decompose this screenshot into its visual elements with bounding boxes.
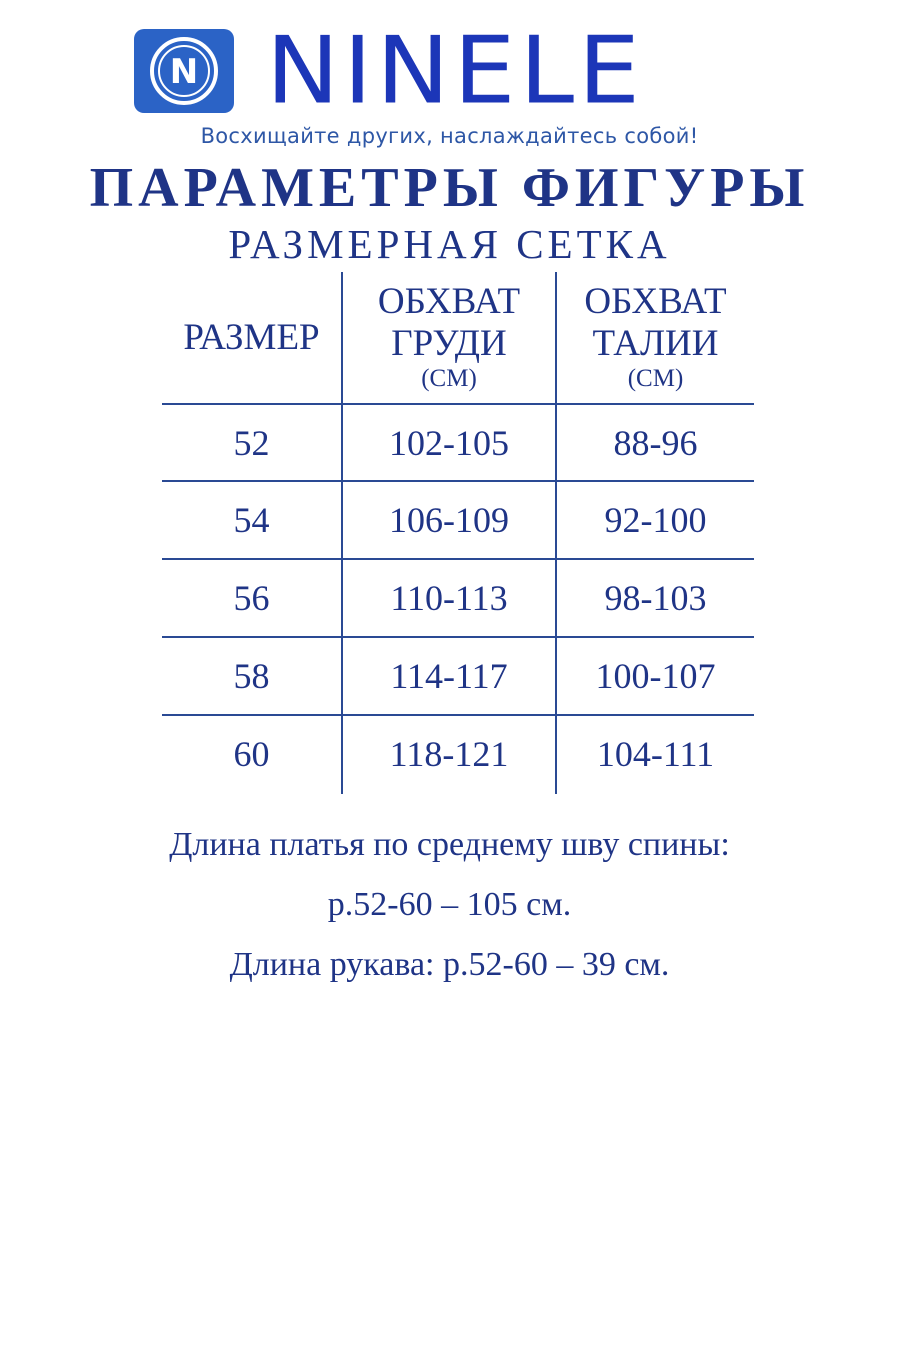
row-1-waist: 88-96 bbox=[613, 422, 698, 463]
brand-logo bbox=[134, 16, 644, 126]
size-table bbox=[162, 272, 754, 794]
row-3-bust: 110-113 bbox=[390, 578, 508, 618]
header-bust-line2: ГРУДИ bbox=[391, 322, 507, 364]
badge-letter: N bbox=[169, 52, 199, 92]
row-5-waist: 104-111 bbox=[596, 734, 715, 774]
header-waist-line2: ТАЛИИ bbox=[592, 322, 719, 364]
page-title: ПАРАМЕТРЫ ФИГУРЫ bbox=[89, 157, 810, 219]
header-size bbox=[162, 272, 341, 403]
row-3-waist: 98-103 bbox=[604, 578, 707, 618]
row-2-size: 54 bbox=[233, 500, 270, 540]
row-1-size: 52 bbox=[233, 422, 270, 463]
page-subtitle: РАЗМЕРНАЯ СЕТКА bbox=[228, 221, 671, 267]
header-bust-line1: ОБХВАТ bbox=[377, 281, 521, 323]
header-bust-unit: (СМ) bbox=[421, 364, 477, 392]
header-waist-unit: (СМ) bbox=[627, 364, 684, 392]
header-size-label: РАЗМЕР bbox=[183, 316, 320, 358]
header-waist-line1: ОБХВАТ bbox=[584, 281, 727, 323]
row-4-waist: 100-107 bbox=[595, 656, 716, 696]
dress-length-label: Длина платья по среднему шву спины: bbox=[169, 826, 730, 863]
dress-length-value: р.52-60 – 105 см. bbox=[327, 886, 572, 923]
row-4-size: 58 bbox=[233, 656, 270, 696]
brand-badge-icon bbox=[134, 29, 234, 113]
row-5-size: 60 bbox=[233, 734, 270, 774]
sleeve-length: Длина рукава: р.52-60 – 39 см. bbox=[229, 946, 670, 983]
brand-wordmark: NINELE bbox=[266, 16, 644, 126]
row-2-bust: 106-109 bbox=[389, 500, 509, 540]
brand-slogan: Восхищайте других, наслаждайтесь собой! bbox=[200, 124, 699, 148]
row-2-waist: 92-100 bbox=[604, 500, 707, 540]
row-5-bust: 118-121 bbox=[389, 734, 509, 774]
row-3-size: 56 bbox=[233, 578, 270, 618]
row-1-bust: 102-105 bbox=[389, 422, 509, 463]
header-bust bbox=[343, 272, 555, 403]
header-waist bbox=[557, 272, 754, 403]
row-4-bust: 114-117 bbox=[390, 656, 508, 696]
